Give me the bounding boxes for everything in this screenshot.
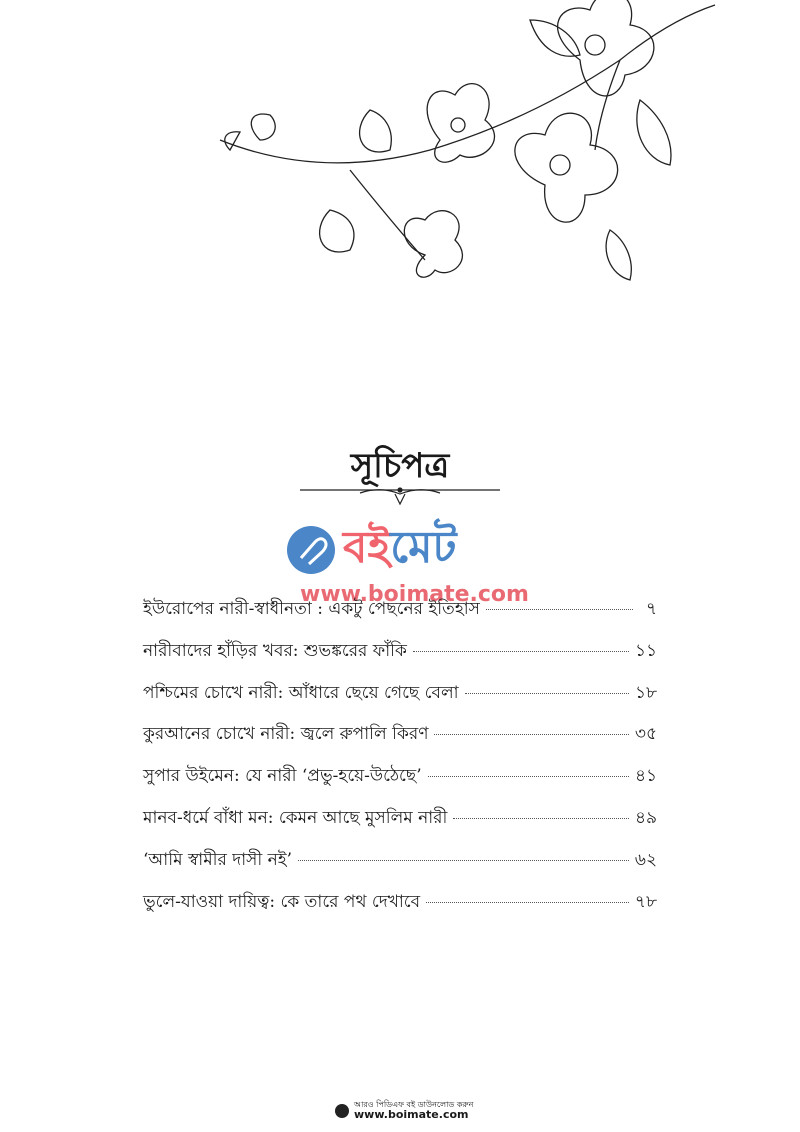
logo-part-1: বই <box>343 521 391 573</box>
toc-entry <box>143 638 657 680</box>
toc-page: ৭৮ <box>634 891 657 912</box>
toc-title: ‘আমি স্বামীর দাসী নই’ <box>143 849 293 870</box>
toc-title: সুপার উইমেন: যে নারী ‘প্রভু-হয়ে-উঠেছে’ <box>143 766 422 787</box>
toc-title: ভুলে-যাওয়া দায়িত্ব: কে তারে পথ দেখাবে <box>143 891 421 912</box>
toc-entry <box>143 805 657 847</box>
toc-title: মানব-ধর্মে বাঁধা মন: কেমন আছে মুসলিম নারী <box>143 807 448 828</box>
title-ornament <box>300 478 500 508</box>
toc-title: পশ্চিমের চোখে নারী: আঁধারে ছেয়ে গেছে বেলা <box>143 682 459 703</box>
logo-part-2: মেট <box>390 521 457 573</box>
page-title: সূচিপত্র <box>350 446 450 486</box>
dot-leader <box>465 693 629 694</box>
dot-leader <box>428 776 629 777</box>
toc-entry <box>143 889 657 931</box>
dot-leader <box>298 860 629 861</box>
dot-leader <box>426 902 629 903</box>
dot-leader <box>413 651 629 652</box>
table-of-contents <box>143 596 657 930</box>
toc-entry <box>143 596 657 638</box>
toc-title: কুরআনের চোখে নারী: জ্বলে রুপালি কিরণ <box>143 724 429 745</box>
footer-url: www.boimate.com <box>354 1108 469 1121</box>
toc-page: ৭ <box>645 599 657 619</box>
toc-entry <box>143 847 657 889</box>
paperclip-icon <box>285 524 337 576</box>
toc-page: ৬২ <box>634 849 657 870</box>
toc-page: ৩৫ <box>634 724 657 745</box>
dot-leader <box>434 734 628 735</box>
watermark-url: www.boimate.com <box>300 582 529 607</box>
toc-page: ৪১ <box>634 766 657 787</box>
toc-title: নারীবাদের হাঁড়ির খবর: শুভঙ্করের ফাঁকি <box>143 640 407 661</box>
footer-line-1: আরও পিডিএফ বই ডাউনলোড করুন <box>354 1100 474 1109</box>
watermark-logo <box>285 520 515 580</box>
boimate-logo-icon <box>335 1104 349 1118</box>
toc-page: ১১ <box>634 640 657 661</box>
dot-leader <box>453 818 629 819</box>
toc-entry <box>143 680 657 722</box>
dot-leader <box>486 609 633 610</box>
toc-page: ৪৯ <box>634 807 657 828</box>
footer-watermark <box>335 1100 473 1121</box>
flower-illustration <box>200 0 730 320</box>
toc-entry <box>143 763 657 805</box>
toc-entry <box>143 721 657 763</box>
toc-title: ইউরোপের নারী-স্বাধীনতা : একটু পেছনের ইতিহাস <box>143 599 480 619</box>
toc-page: ১৮ <box>634 682 657 703</box>
